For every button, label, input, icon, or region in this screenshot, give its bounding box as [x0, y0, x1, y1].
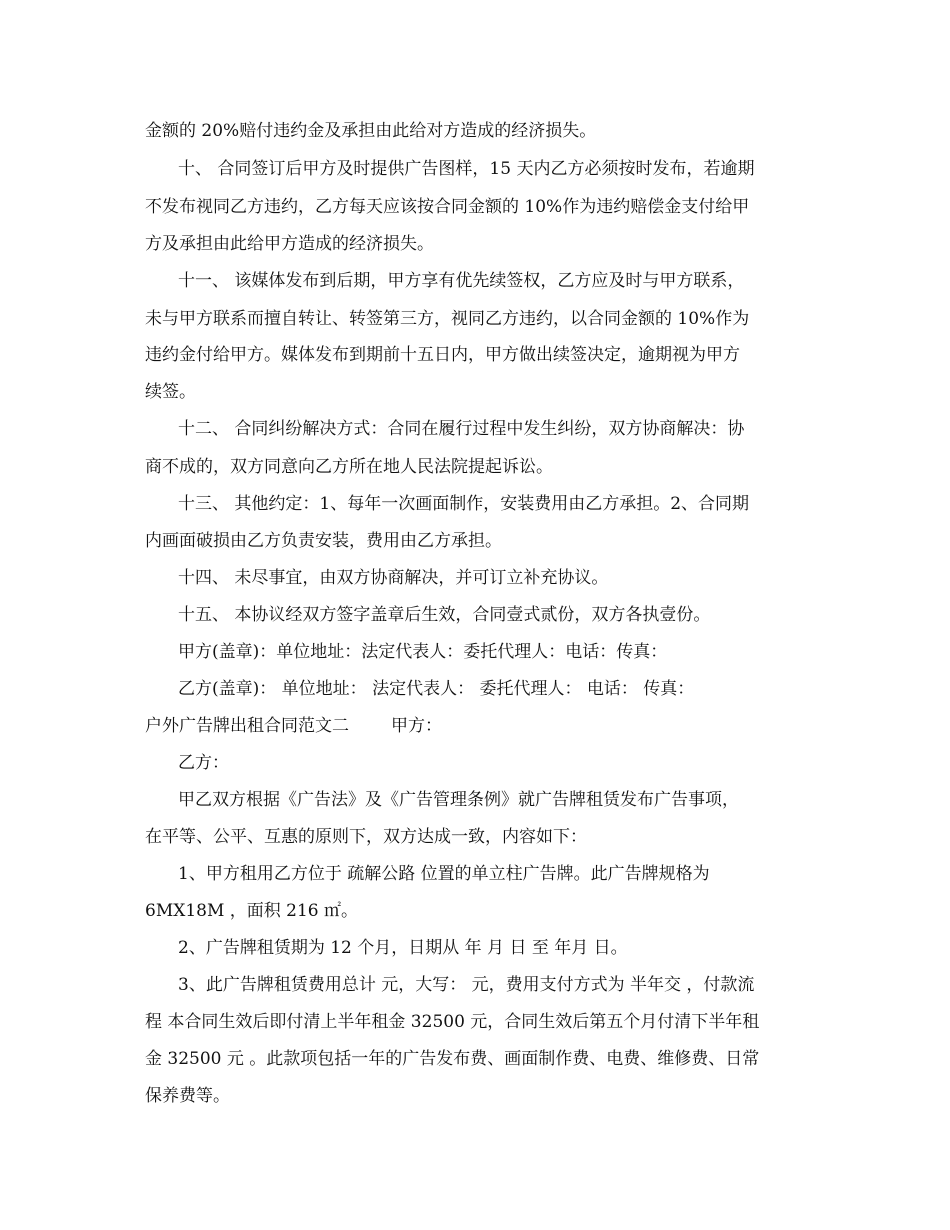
section-title-line — [145, 714, 442, 738]
text-line: 程 本合同生效后即付清上半年租金 32500 元，合同生效后第五个月付清下半年租 — [145, 1012, 760, 1032]
item-2-line: 2、广告牌租赁期为 12 个月，日期从 年 月 日 至 年月 日。 — [178, 938, 628, 958]
text-line: 6MX18M ，面积 216 ㎡。 — [145, 901, 359, 921]
text-line: 违约金付给甲方。媒体发布到期前十五日内，甲方做出续签决定，逾期视为甲方 — [145, 345, 740, 365]
text-line: 内画面破损由乙方负责安装，费用由乙方承担。 — [145, 531, 502, 551]
clause-14-line: 十四、 未尽事宜，由双方协商解决，并可订立补充协议。 — [178, 568, 609, 588]
clause-13-line: 十三、 其他约定：1、每年一次画面制作，安装费用由乙方承担。2、合同期 — [178, 494, 750, 514]
clause-12-line: 十二、 合同纠纷解决方式：合同在履行过程中发生纠纷，双方协商解决：协 — [178, 419, 745, 439]
party-a-signature-line: 甲方(盖章)：单位地址：法定代表人：委托代理人：电话：传真： — [178, 642, 668, 662]
text-line: 续签。 — [145, 382, 196, 402]
text-line: 金 32500 元 。此款项包括一年的广告发布费、画面制作费、电费、维修费、日常 — [145, 1049, 760, 1069]
clause-11-line: 十一、 该媒体发布到后期，甲方享有优先续签权，乙方应及时与甲方联系， — [178, 271, 745, 291]
item-3-line: 3、此广告牌租赁费用总计 元，大写： 元，费用支付方式为 半年交 ，付款流 — [178, 975, 755, 995]
text-line: 不发布视同乙方违约，乙方每天应该按合同金额的 10%作为违约赔偿金支付给甲 — [145, 197, 750, 217]
clause-10-line: 十、 合同签订后甲方及时提供广告图样，15 天内乙方必须按时发布，若逾期 — [178, 159, 755, 179]
text-line: 在平等、公平、互惠的原则下，双方达成一致，内容如下： — [145, 827, 587, 847]
text-line: 甲乙双方根据《广告法》及《广告管理条例》就广告牌租赁发布广告事项， — [178, 790, 739, 810]
party-b-label: 乙方： — [178, 753, 229, 773]
section-title: 户外广告牌出租合同范文二 — [145, 716, 349, 736]
text-line: 商不成的，双方同意向乙方所在地人民法院提起诉讼。 — [145, 457, 553, 477]
text-line: 金额的 20%赔付违约金及承担由此给对方造成的经济损失。 — [145, 121, 597, 141]
clause-15-line: 十五、 本协议经双方签字盖章后生效，合同壹式贰份，双方各执壹份。 — [178, 605, 711, 625]
text-line: 方及承担由此给甲方造成的经济损失。 — [145, 234, 434, 254]
text-line: 保养费等。 — [145, 1086, 230, 1106]
text-line: 未与甲方联系而擅自转让、转签第三方，视同乙方违约，以合同金额的 10%作为 — [145, 309, 750, 329]
party-a-label: 甲方： — [391, 716, 442, 736]
party-b-signature-line: 乙方(盖章)： 单位地址： 法定代表人： 委托代理人： 电话： 传真： — [178, 679, 695, 699]
item-1-line: 1、甲方租用乙方位于 疏解公路 位置的单立柱广告牌。此广告牌规格为 — [178, 864, 710, 884]
